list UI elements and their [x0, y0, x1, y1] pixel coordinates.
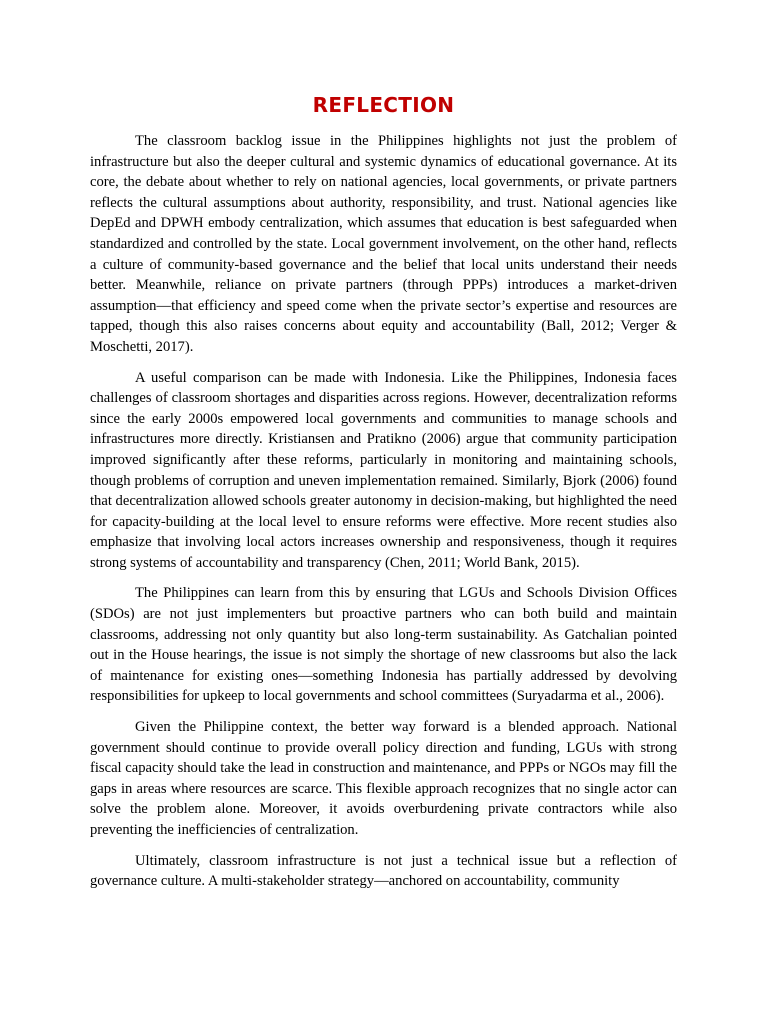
- page-title: REFLECTION: [312, 93, 455, 117]
- paragraph-2: A useful comparison can be made with Indonesia. Like the Philippines, Indonesia faces challenges of classroom shortages and disparities across regions. However, decentralization reforms since the early 2000s empowered local governments and communities to manage schools and infrastructures more directly. Kristiansen and Pratikno (2006) argue that community participation improved significantly after these reforms, particularly in monitoring and maintaining schools, though problems of corruption and uneven implementation remained. Similarly, Bjork (2006) found that decentralization allowed schools greater autonomy in decision-making, but highlighted the need for capacity-building at the local level to ensure reforms were effective. More recent studies also emphasize that involving local actors increases ownership and responsiveness, though it requires strong systems of accountability and transparency (Chen, 2011; World Bank, 2015).: [90, 369, 677, 571]
- paragraph-5: Ultimately, classroom infrastructure is not just a technical issue but a reflection of governance culture. A multi-stakeholder strategy—anchored on accountability, community: [90, 852, 677, 890]
- document-page: [90, 91, 677, 902]
- paragraph-3: The Philippines can learn from this by ensuring that LGUs and Schools Division Offices (SDOs) are not just implementers but proactive partners who can both build and maintain classrooms, addressing not only quantity but also long-term sustainability. As Gatchalian pointed out in the House hearings, the issue is not simply the shortage of new classrooms but also the lack of maintenance for existing ones—something Indonesia has partially addressed by devolving responsibilities for upkeep to local governments and school committees (Suryadarma et al., 2006).: [90, 585, 677, 705]
- paragraph-1: The classroom backlog issue in the Philippines highlights not just the problem of infrastructure but also the deeper cultural and systemic dynamics of educational governance. At its core, the debate about whether to rely on national agencies, local governments, or private partners reflects the cultural assumptions about authority, responsibility, and trust. National agencies like DepEd and DPWH embody centralization, which assumes that education is best safeguarded when standardized and controlled by the state. Local government involvement, on the other hand, reflects a culture of community-based governance and the belief that local units understand their needs better. Meanwhile, reliance on private partners (through PPPs) introduces a market-driven assumption—that efficiency and speed come when the private sector’s expertise and resources are tapped, though this also raises concerns about equity and accountability (Ball, 2012; Verger & Moschetti, 2017).: [90, 133, 677, 355]
- paragraph-4: Given the Philippine context, the better way forward is a blended approach. National government should continue to provide overall policy direction and funding, LGUs with strong fiscal capacity should take the lead in construction and maintenance, and PPPs or NGOs may fill the gaps in areas where resources are scarce. This flexible approach recognizes that no single actor can solve the problem alone. Moreover, it avoids overburdening private contractors while also preventing the inefficiencies of centralization.: [90, 719, 677, 838]
